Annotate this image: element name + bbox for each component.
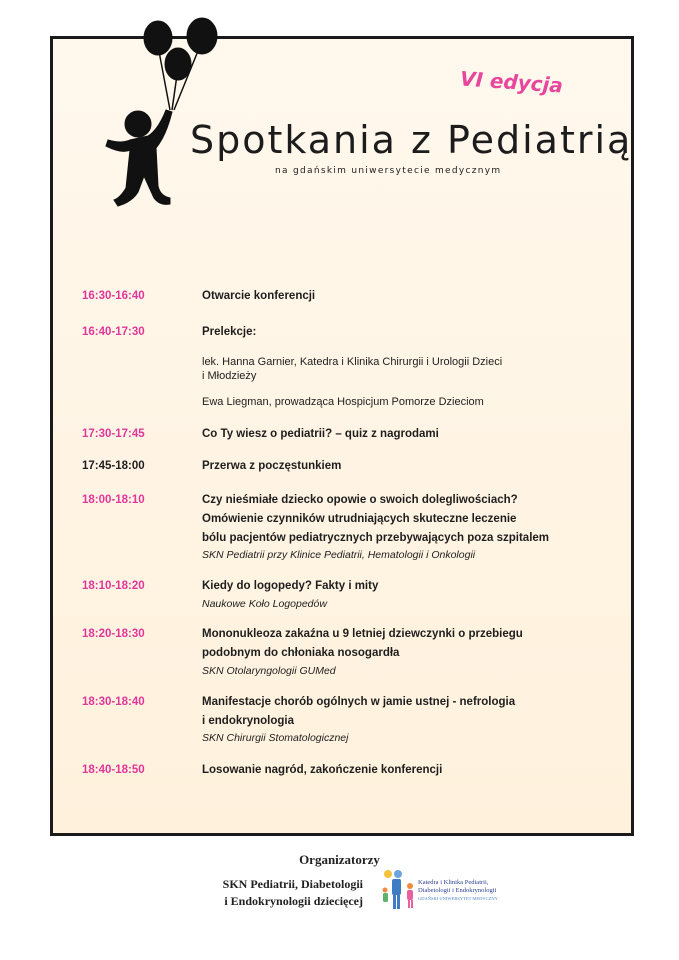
agenda-time: 16:30-16:40 xyxy=(82,290,145,302)
agenda-title: i endokrynologia xyxy=(202,715,295,727)
agenda-title: bólu pacjentów pediatrycznych przebywających poza szpitalem xyxy=(202,532,550,544)
agenda-title: podobnym do chłoniaka nosogardła xyxy=(202,647,400,659)
agenda-organizer: SKN Pediatrii przy Klinice Pediatrii, Hematologii i Onkologii xyxy=(202,549,476,561)
agenda-speaker: Ewa Liegman, prowadząca Hospicjum Pomorze Dzieciom xyxy=(202,396,484,408)
agenda-title: Mononukleoza zakaźna u 9 letniej dziewczynki o przebiegu xyxy=(202,628,523,640)
agenda-time: 18:30-18:40 xyxy=(82,696,145,708)
clinic-logo-text xyxy=(418,879,498,903)
agenda-title: Omówienie czynników utrudniających skuteczne leczenie xyxy=(202,513,517,525)
agenda-title: Kiedy do logopedy? Fakty i mity xyxy=(202,580,379,592)
agenda-time: 18:00-18:10 xyxy=(82,494,145,506)
skn-organizer xyxy=(222,876,363,910)
organizers-heading: Organizatorzy xyxy=(299,852,380,867)
agenda-title: Manifestacje chorób ogólnych w jamie ustnej - nefrologia xyxy=(202,696,516,708)
agenda-organizer: SKN Otolaryngologii GUMed xyxy=(202,665,336,677)
agenda-time: 18:20-18:30 xyxy=(82,628,145,640)
agenda-title: Losowanie nagród, zakończenie konferencji xyxy=(202,764,443,776)
agenda-speaker: lek. Hanna Garnier, Katedra i Klinika Chirurgii i Urologii Dzieci xyxy=(202,356,503,368)
clinic-logo-line: Diabetologii i Endokrynologii xyxy=(418,887,497,894)
skn-organizer-line: SKN Pediatrii, Diabetologii xyxy=(222,877,363,891)
agenda-organizer: SKN Chirurgii Stomatologicznej xyxy=(202,732,349,744)
agenda-speaker: i Młodzieży xyxy=(202,370,257,382)
balloon-boy-illustration xyxy=(100,16,230,212)
agenda-time: 16:40-17:30 xyxy=(82,326,145,338)
agenda-title: Przerwa z poczęstunkiem xyxy=(202,460,342,472)
agenda-title: Co Ty wiesz o pediatrii? – quiz z nagrodami xyxy=(202,428,439,440)
clinic-logo-line: Katedra i Klinika Pediatrii, xyxy=(418,879,489,886)
agenda-title: Prelekcje: xyxy=(202,326,257,338)
agenda-time: 17:45-18:00 xyxy=(82,460,145,472)
agenda-time: 17:30-17:45 xyxy=(82,428,145,440)
page-title: Spotkania z Pediatrią xyxy=(190,118,633,162)
page-subtitle: na gdańskim uniwersytecie medycznym xyxy=(275,166,502,176)
clinic-logo-line: GDAŃSKI UNIWERSYTET MEDYCZNY xyxy=(418,896,498,901)
skn-organizer-line: i Endokrynologii dziecięcej xyxy=(224,894,363,908)
agenda-title: Czy nieśmiałe dziecko opowie o swoich dolegliwościach? xyxy=(202,494,518,506)
agenda-time: 18:10-18:20 xyxy=(82,580,145,592)
agenda-time: 18:40-18:50 xyxy=(82,764,145,776)
agenda-organizer: Naukowe Koło Logopedów xyxy=(202,598,327,610)
agenda-title: Otwarcie konferencji xyxy=(202,290,316,302)
edition-label: VI edycja xyxy=(459,66,564,98)
